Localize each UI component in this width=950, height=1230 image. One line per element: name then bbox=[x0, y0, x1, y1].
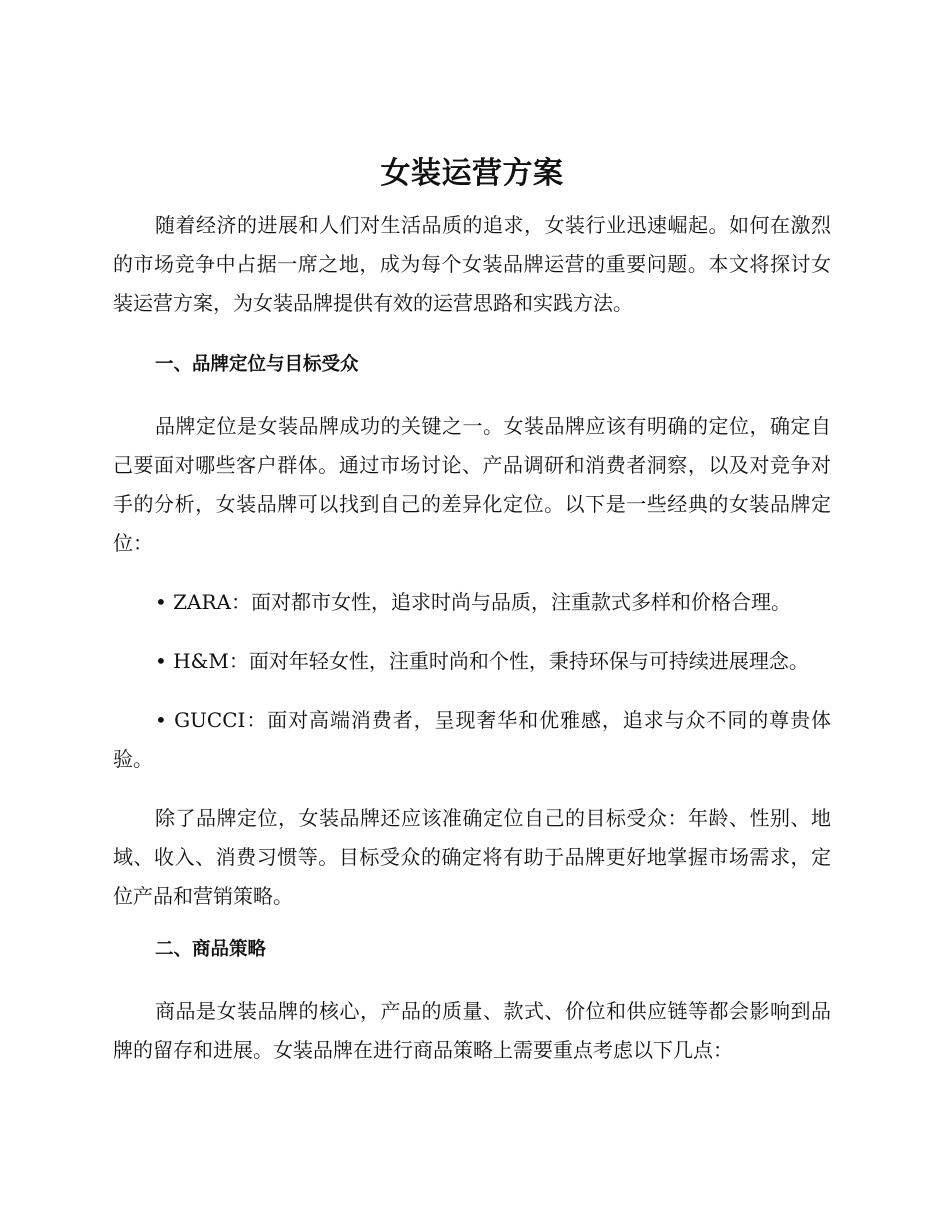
intro-paragraph: 随着经济的进展和人们对生活品质的追求，女装行业迅速崛起。如何在激烈的市场竞争中占据一席之地，成为每个女装品牌运营的重要问题。本文将探讨女装运营方案，为女装品牌提供有效的运营思路和实践方法。 bbox=[113, 213, 831, 315]
document-title: 女装运营方案 bbox=[380, 156, 564, 191]
brand-example-gucci: • GUCCI：面对高端消费者，呈现奢华和优雅感，追求与众不同的尊贵体验。 bbox=[113, 708, 831, 771]
brand-example-zara: • ZARA：面对都市女性，追求时尚与品质，注重款式多样和价格合理。 bbox=[155, 590, 791, 614]
brand-positioning-paragraph: 品牌定位是女装品牌成功的关键之一。女装品牌应该有明确的定位，确定自己要面对哪些客户群体。通过市场讨论、产品调研和消费者洞察，以及对竞争对手的分析，女装品牌可以找到自己的差异化定位。以下是一些经典的女装品牌定位： bbox=[113, 414, 831, 555]
target-audience-paragraph: 除了品牌定位，女装品牌还应该准确定位自己的目标受众：年龄、性别、地域、收入、消费习惯等。目标受众的确定将有助于品牌更好地掌握市场需求，定位产品和营销策略。 bbox=[113, 806, 831, 908]
section-heading-product-strategy: 二、商品策略 bbox=[155, 939, 267, 960]
product-strategy-paragraph: 商品是女装品牌的核心，产品的质量、款式、价位和供应链等都会影响到品牌的留存和进展。女装品牌在进行商品策略上需要重点考虑以下几点： bbox=[113, 999, 831, 1062]
brand-example-hm: • H&M：面对年轻女性，注重时尚和个性，秉持环保与可持续进展理念。 bbox=[155, 649, 809, 673]
document-page bbox=[113, 150, 831, 1070]
section-heading-brand-positioning: 一、品牌定位与目标受众 bbox=[155, 354, 359, 375]
